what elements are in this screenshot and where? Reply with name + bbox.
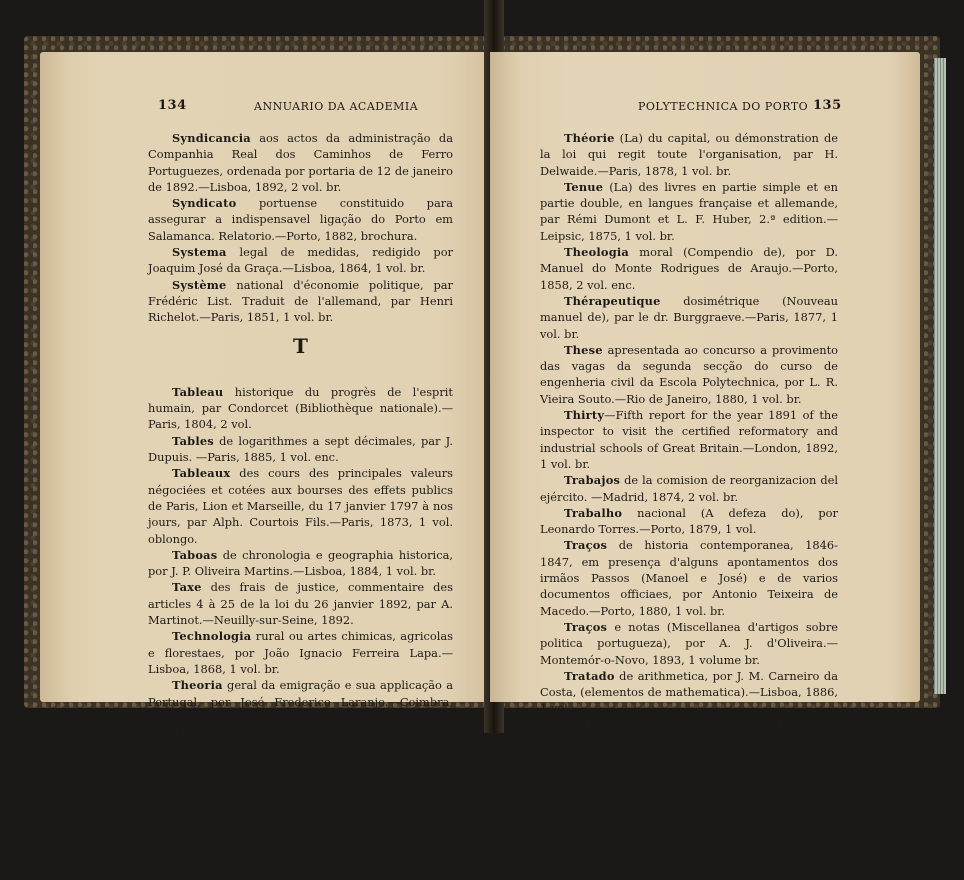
right-text-block: [540, 130, 838, 880]
entry-keyword: Traité: [564, 766, 604, 781]
catalog-entry: [540, 766, 838, 815]
entry-text: de la comision de reorganizacion del ejército. —Madrid, 1874, 2 vol. br.: [540, 473, 838, 504]
catalog-entry: [148, 433, 453, 466]
entry-text: de arithmetica, por J. M. Carneiro da Costa, (elementos de mathematica).—Lisboa, 1886, 1 vol.: [540, 668, 838, 716]
catalog-entry: [540, 244, 838, 293]
right-page: [490, 52, 920, 879]
entry-keyword: Theoria: [172, 678, 223, 693]
catalog-entry: [148, 130, 453, 195]
entry-keyword: Tables: [172, 433, 214, 448]
entry-text: aos actos da administração da Companhia Real dos Caminhos de Ferro Portuguezes, ordenada por portaria de 12 de janeiro de 1892.—Lisboa, 1892, 2 vol. br.: [148, 131, 453, 194]
entry-text: (O) da escravatura e o bill de lord Palmerston, pelo Visconde de Sá da Bandeira.—Lisboa, 1840, 1 vol. enc.: [540, 717, 838, 765]
catalog-entry: [148, 244, 453, 277]
catalog-entry: [540, 179, 838, 244]
entry-keyword: Théorie: [564, 131, 615, 145]
catalog-entry: [148, 579, 453, 628]
catalog-entry: [148, 726, 453, 775]
catalog-entry: [540, 668, 838, 717]
entry-text: —Fifth report for the year 1891 of the inspector to visit the certified reformatory and industrial schools of Great Britain.—London, 1892, 1 vol. br.: [540, 408, 838, 471]
right-running-head: POLYTECHNICA DO PORTO: [638, 100, 809, 113]
entry-text: da historia da litteratura portugueza, por Theophilo Braga, 3.ª edição totalmente refundida.—Porto, 1881, 1 vol. br.: [148, 727, 453, 774]
entry-text: geral da emigração e sua applicação a Portugal, por José Frederico Laranjo.—Coimbra, 1878, 1 vol. br.: [148, 678, 453, 725]
entry-keyword: Syndicancia: [172, 131, 251, 145]
entry-text: rural ou artes chimicas, agricolas e florestaes, por João Ignacio Ferreira Lapa.—Lisboa, 1868, 1 vol. br.: [148, 629, 453, 676]
entry-keyword: Tenue: [564, 179, 604, 194]
right-page-number: 135: [813, 98, 842, 113]
catalog-entry: [540, 472, 838, 505]
entry-text: de logarithmes a sept décimales, par J. Dupuis. —Paris, 1885, 1 vol. enc.: [148, 433, 453, 465]
catalog-entry: [148, 277, 453, 326]
entry-keyword: Système: [172, 277, 227, 292]
entry-text: e notas (Miscellanea d'artigos sobre politica portugueza), por A. J. d'Oliveira.—Montemór-o-Novo, 1893, 1 volume br.: [540, 619, 838, 667]
catalog-entry: [148, 195, 453, 244]
entry-text: de chronologia e geographia historica, por J. P. Oliveira Martins.—Lisboa, 1884, 1 vol. br.: [148, 547, 453, 579]
entry-keyword: Theoria: [172, 727, 223, 742]
entry-keyword: Trabalho: [564, 505, 623, 520]
entry-keyword: Trabajos: [564, 473, 621, 488]
catalog-entry: [148, 384, 453, 433]
entry-keyword: Taboas: [172, 547, 218, 562]
catalog-entry: [540, 342, 838, 407]
section-letter: T: [293, 333, 308, 358]
entry-keyword: Traços: [564, 538, 608, 553]
entry-text: moral (Compendio de), por D. Manuel do Monte Rodrigues de Araujo.—Porto, 1858, 2 vol. enc.: [540, 245, 838, 292]
entry-keyword: Thérapeutique: [564, 293, 661, 308]
entry-text: apresentada ao concurso a provimento das vagas da segunda secção do curso de engenheria civil da Escola Polytechnica, por L. R. Vieira Souto.—Rio de Janeiro, 1880, 1 vol. br.: [540, 342, 838, 406]
catalog-entry: [540, 407, 838, 472]
catalog-entry: [540, 619, 838, 668]
entry-keyword: Theologia: [564, 245, 629, 260]
entry-keyword: Systema: [172, 245, 227, 260]
entry-keyword: Tratado: [564, 668, 615, 683]
catalog-entry: [148, 547, 453, 580]
catalog-entry: [540, 130, 838, 179]
left-text-block: [148, 130, 453, 775]
entry-keyword: Taxe: [172, 580, 202, 595]
entry-text: nacional (A defeza do), por Leonardo Torres.—Porto, 1879, 1 vol.: [540, 505, 838, 537]
catalog-entry: [540, 537, 838, 618]
entry-keyword: These: [564, 342, 603, 357]
entry-text: du crédit foncier, ou explication théorique et pratique de la législation relative au crédit foncier en France, par J. B. Josseau.—Paris, 1853, 1 vol. br.: [540, 815, 838, 879]
left-running-head: ANNUARIO DA ACADEMIA: [254, 100, 419, 113]
catalog-entry: [148, 677, 453, 726]
entry-text: de historia contemporanea, 1846-1847, em presença d'alguns apontamentos dos irmãos Passos (Manoel e José) e de varios documentos officiaes, por Antonio Teixeira de Macedo.—Porto, 1880, 1 vol. br.: [540, 538, 838, 618]
entry-keyword: Tableaux: [172, 466, 231, 481]
entry-keyword: Technologia: [172, 629, 252, 644]
entry-keyword: Traité: [564, 815, 604, 830]
entry-keyword: Syndicato: [172, 196, 237, 211]
page-edges: [934, 58, 946, 694]
entry-text: d'Arithmétique Commercial, par A. Brasilier.—Paris, 1889, 1 vol. br. avec. fig. dans le texte.: [540, 766, 838, 814]
entry-text: (La) des livres en partie simple et en partie double, en langues française et allemande, par Rémi Dumont et L. F. Huber, 2.ª edition.—Leipsic, 1875, 1 vol. br.: [540, 179, 838, 243]
entry-text: historique du progrès de l'esprit humain, par Condorcet (Bibliothèque nationale).—Paris, 1804, 2 vol.: [148, 384, 453, 432]
entry-text: (La) du capital, ou démonstration de la loi qui regit toute l'organisation, par H. Delwaide.—Paris, 1878, 1 vol. br.: [540, 131, 838, 178]
catalog-entry: [148, 628, 453, 677]
catalog-entry: [540, 293, 838, 342]
t-entries: [148, 384, 453, 775]
catalog-entry: [540, 717, 838, 766]
entry-text: des cours des principales valeurs négociées et cotées aux bourses des effets publics de Paris, Lion et Marseille, du 17 janvier 1797 à nos jours, par Alph. Courtois Fils.—Paris, 1873, 1 vol. oblongo.: [148, 466, 453, 546]
catalog-entry: [148, 465, 453, 546]
entry-keyword: Tableau: [172, 384, 224, 399]
entry-text: des frais de justice, commentaire des articles 4 à 25 de la loi du 26 janvier 1892, par A. Martinot.—Neuilly-sur-Seine, 1892.: [148, 580, 453, 628]
entry-keyword: Traços: [564, 619, 608, 634]
catalog-entry: [540, 814, 838, 879]
entry-keyword: Trafico: [564, 717, 611, 732]
right-entries: [540, 130, 838, 880]
entry-text: portuense constituido para assegurar a indispensavel ligação do Porto em Salamanca. Relatorio.—Porto, 1882, brochura.: [148, 196, 453, 243]
entry-keyword: Thirty: [564, 408, 605, 423]
catalog-entry: [540, 505, 838, 538]
left-page-number: 134: [158, 98, 187, 113]
s-entries: [148, 130, 453, 326]
entry-text: dosimétrique (Nouveau manuel de), par le dr. Burggraeve.—Paris, 1877, 1 vol. br.: [540, 293, 838, 341]
left-page: [40, 52, 492, 774]
entry-text: legal de medidas, redigido por Joaquim José da Graça.—Lisboa, 1864, 1 vol. br.: [148, 245, 453, 276]
entry-text: national d'économie politique, par Frédéric List. Traduit de l'allemand, par Henri Richelot.—Paris, 1851, 1 vol. br.: [148, 277, 453, 325]
